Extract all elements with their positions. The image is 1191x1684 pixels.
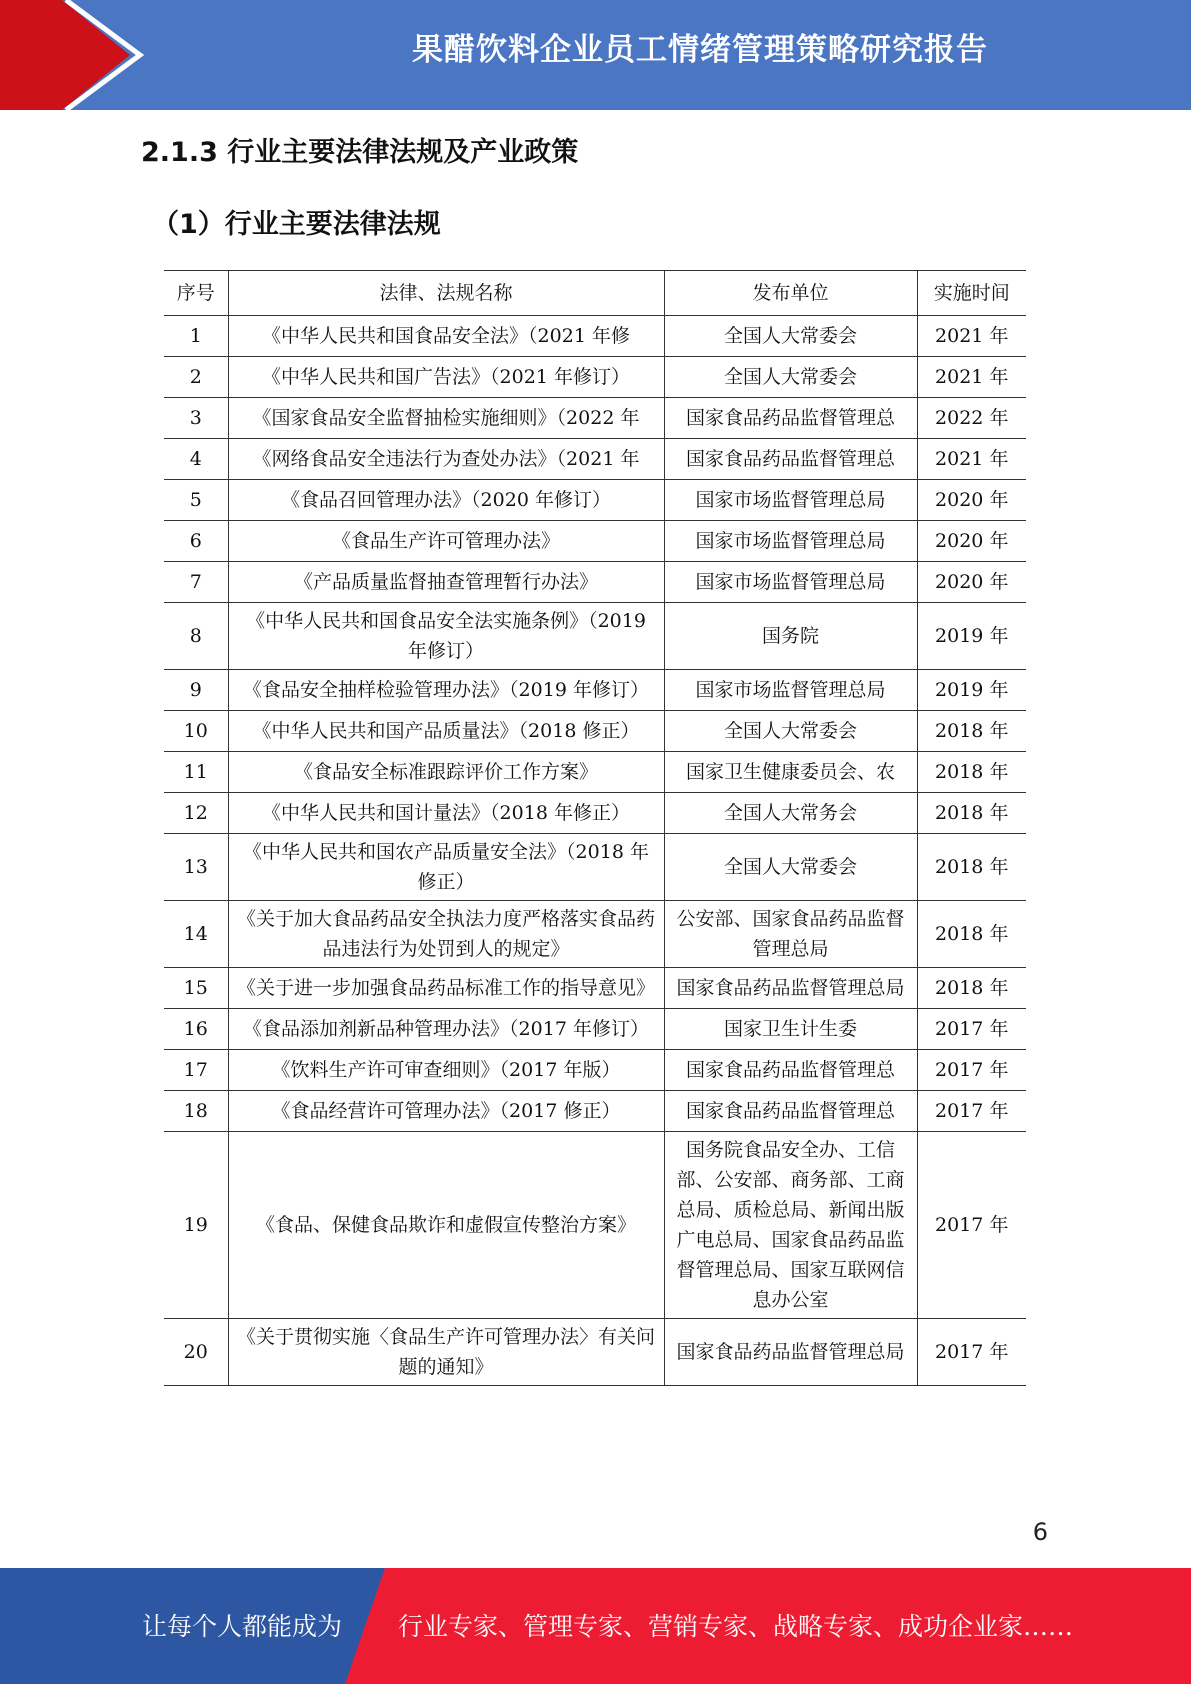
cell-year: 2017 年 — [917, 1132, 1026, 1319]
cell-year: 2017 年 — [917, 1319, 1026, 1386]
cell-year: 2018 年 — [917, 793, 1026, 834]
table-row — [164, 1132, 1026, 1319]
cell-year: 2019 年 — [917, 603, 1026, 670]
cell-year: 2020 年 — [917, 521, 1026, 562]
cell-issuer: 全国人大常委会 — [664, 316, 917, 357]
table-row — [164, 901, 1026, 968]
cell-name: 《食品召回管理办法》（2020 年修订） — [228, 480, 664, 521]
cell-name: 《食品、保健食品欺诈和虚假宣传整治方案》 — [228, 1132, 664, 1319]
page-number: 6 — [1032, 1518, 1048, 1546]
header-name: 法律、法规名称 — [228, 271, 664, 316]
cell-no: 6 — [164, 521, 228, 562]
footer-slogan-right: 行业专家、管理专家、营销专家、战略专家、成功企业家…… — [398, 1612, 1074, 1641]
table-body — [164, 316, 1026, 1386]
cell-issuer: 国家市场监督管理总局 — [664, 480, 917, 521]
table-row — [164, 968, 1026, 1009]
cell-name: 《食品安全抽样检验管理办法》（2019 年修订） — [228, 670, 664, 711]
cell-no: 9 — [164, 670, 228, 711]
section-title: 2.1.3 行业主要法律法规及产业政策 — [141, 137, 579, 168]
table-row — [164, 562, 1026, 603]
cell-year: 2020 年 — [917, 562, 1026, 603]
table-row — [164, 439, 1026, 480]
cell-issuer: 国家食品药品监督管理总 — [664, 1050, 917, 1091]
cell-no: 16 — [164, 1009, 228, 1050]
cell-issuer: 全国人大常务会 — [664, 793, 917, 834]
cell-issuer: 国家食品药品监督管理总局 — [664, 968, 917, 1009]
header-year: 实施时间 — [917, 271, 1026, 316]
cell-name: 《中华人民共和国产品质量法》（2018 修正） — [228, 711, 664, 752]
cell-year: 2017 年 — [917, 1091, 1026, 1132]
cell-no: 15 — [164, 968, 228, 1009]
table-row — [164, 1091, 1026, 1132]
table-row — [164, 793, 1026, 834]
cell-name: 《关于进一步加强食品药品标准工作的指导意见》 — [228, 968, 664, 1009]
cell-year: 2018 年 — [917, 834, 1026, 901]
table-row — [164, 398, 1026, 439]
cell-year: 2022 年 — [917, 398, 1026, 439]
cell-issuer: 国家食品药品监督管理总 — [664, 439, 917, 480]
table-row — [164, 521, 1026, 562]
table-row — [164, 1050, 1026, 1091]
cell-no: 7 — [164, 562, 228, 603]
report-title: 果醋饮料企业员工情绪管理策略研究报告 — [412, 32, 988, 68]
laws-table — [164, 270, 1026, 1386]
cell-issuer: 国务院食品安全办、工信部、公安部、商务部、工商总局、质检总局、新闻出版广电总局、国家食品药品监督管理总局、国家互联网信息办公室 — [664, 1132, 917, 1319]
table-row — [164, 357, 1026, 398]
cell-name: 《中华人民共和国食品安全法实施条例》（2019 年修订） — [228, 603, 664, 670]
cell-name: 《食品经营许可管理办法》（2017 修正） — [228, 1091, 664, 1132]
table-header-row — [164, 271, 1026, 316]
cell-no: 1 — [164, 316, 228, 357]
cell-no: 13 — [164, 834, 228, 901]
cell-name: 《饮料生产许可审查细则》（2017 年版） — [228, 1050, 664, 1091]
table-row — [164, 752, 1026, 793]
table-row — [164, 603, 1026, 670]
cell-issuer: 公安部、国家食品药品监督管理总局 — [664, 901, 917, 968]
subsection-title: （1）行业主要法律法规 — [152, 209, 441, 240]
table-row — [164, 834, 1026, 901]
cell-year: 2017 年 — [917, 1009, 1026, 1050]
table-row — [164, 670, 1026, 711]
cell-name: 《国家食品安全监督抽检实施细则》（2022 年 — [228, 398, 664, 439]
header-arrow-decoration — [0, 0, 160, 110]
cell-issuer: 全国人大常委会 — [664, 357, 917, 398]
header-issuer: 发布单位 — [664, 271, 917, 316]
cell-no: 20 — [164, 1319, 228, 1386]
table-row — [164, 711, 1026, 752]
cell-year: 2018 年 — [917, 901, 1026, 968]
cell-no: 2 — [164, 357, 228, 398]
cell-name: 《中华人民共和国食品安全法》（2021 年修 — [228, 316, 664, 357]
cell-no: 14 — [164, 901, 228, 968]
cell-year: 2021 年 — [917, 357, 1026, 398]
cell-year: 2021 年 — [917, 316, 1026, 357]
cell-name: 《关于加大食品药品安全执法力度严格落实食品药品违法行为处罚到人的规定》 — [228, 901, 664, 968]
cell-no: 17 — [164, 1050, 228, 1091]
cell-year: 2019 年 — [917, 670, 1026, 711]
cell-issuer: 国家卫生计生委 — [664, 1009, 917, 1050]
cell-year: 2018 年 — [917, 752, 1026, 793]
cell-no: 4 — [164, 439, 228, 480]
cell-name: 《中华人民共和国广告法》（2021 年修订） — [228, 357, 664, 398]
cell-name: 《中华人民共和国农产品质量安全法》（2018 年修正） — [228, 834, 664, 901]
cell-year: 2018 年 — [917, 711, 1026, 752]
cell-name: 《食品安全标准跟踪评价工作方案》 — [228, 752, 664, 793]
footer-slogan-left: 让每个人都能成为 — [142, 1612, 343, 1641]
cell-year: 2017 年 — [917, 1050, 1026, 1091]
cell-issuer: 全国人大常委会 — [664, 834, 917, 901]
cell-name: 《食品添加剂新品种管理办法》（2017 年修订） — [228, 1009, 664, 1050]
header-no: 序号 — [164, 271, 228, 316]
table-row — [164, 480, 1026, 521]
cell-no: 8 — [164, 603, 228, 670]
cell-issuer: 国家卫生健康委员会、农 — [664, 752, 917, 793]
cell-name: 《食品生产许可管理办法》 — [228, 521, 664, 562]
cell-no: 12 — [164, 793, 228, 834]
cell-issuer: 国家食品药品监督管理总 — [664, 1091, 917, 1132]
cell-issuer: 国家食品药品监督管理总 — [664, 398, 917, 439]
cell-no: 5 — [164, 480, 228, 521]
table-row — [164, 316, 1026, 357]
cell-name: 《关于贯彻实施〈食品生产许可管理办法〉有关问题的通知》 — [228, 1319, 664, 1386]
cell-issuer: 国家市场监督管理总局 — [664, 562, 917, 603]
cell-year: 2018 年 — [917, 968, 1026, 1009]
cell-name: 《中华人民共和国计量法》（2018 年修正） — [228, 793, 664, 834]
cell-issuer: 国家市场监督管理总局 — [664, 670, 917, 711]
cell-no: 3 — [164, 398, 228, 439]
cell-issuer: 国务院 — [664, 603, 917, 670]
cell-no: 19 — [164, 1132, 228, 1319]
cell-name: 《产品质量监督抽查管理暂行办法》 — [228, 562, 664, 603]
cell-issuer: 国家市场监督管理总局 — [664, 521, 917, 562]
cell-year: 2021 年 — [917, 439, 1026, 480]
cell-no: 11 — [164, 752, 228, 793]
cell-no: 10 — [164, 711, 228, 752]
cell-issuer: 国家食品药品监督管理总局 — [664, 1319, 917, 1386]
cell-year: 2020 年 — [917, 480, 1026, 521]
cell-issuer: 全国人大常委会 — [664, 711, 917, 752]
cell-no: 18 — [164, 1091, 228, 1132]
table-row — [164, 1009, 1026, 1050]
cell-name: 《网络食品安全违法行为查处办法》（2021 年 — [228, 439, 664, 480]
table-row — [164, 1319, 1026, 1386]
